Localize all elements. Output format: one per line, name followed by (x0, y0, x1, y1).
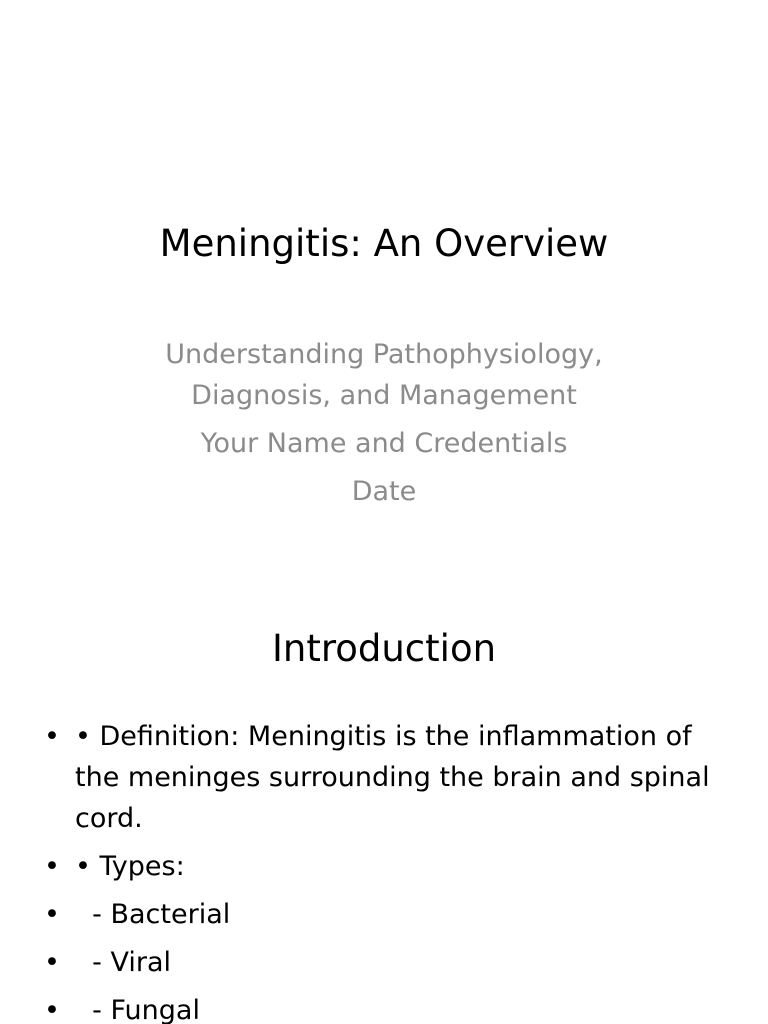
slide-title: Introduction (271, 627, 497, 670)
slide-title: Meningitis: An Overview (159, 222, 609, 265)
list-item-text: • Types: (75, 851, 185, 882)
bullet-marker: • (44, 851, 60, 882)
bullet-marker: • (44, 995, 60, 1024)
list-item (0, 716, 768, 839)
bullet-list (0, 716, 768, 1024)
list-item (0, 894, 768, 935)
list-item (0, 942, 768, 983)
bullet-marker: • (44, 947, 60, 978)
list-item (0, 990, 768, 1024)
list-item-text: - Fungal (75, 995, 200, 1024)
introduction-slide (0, 576, 768, 1024)
subtitle-line-3: Date (351, 476, 417, 507)
list-item-text: • Definition: Meningitis is the inflammation of the meninges surrounding the brain and spinal cord. (75, 721, 710, 834)
bullet-marker: • (44, 899, 60, 930)
subtitle-line-1: Understanding Pathophysiology, Diagnosis, and Management (165, 339, 603, 411)
list-item-text: - Viral (75, 947, 172, 978)
list-item-text: - Bacterial (75, 899, 231, 930)
slide-subtitle (0, 334, 768, 512)
bullet-marker: • (44, 721, 60, 752)
list-item (0, 846, 768, 887)
subtitle-line-2: Your Name and Credentials (200, 428, 568, 459)
